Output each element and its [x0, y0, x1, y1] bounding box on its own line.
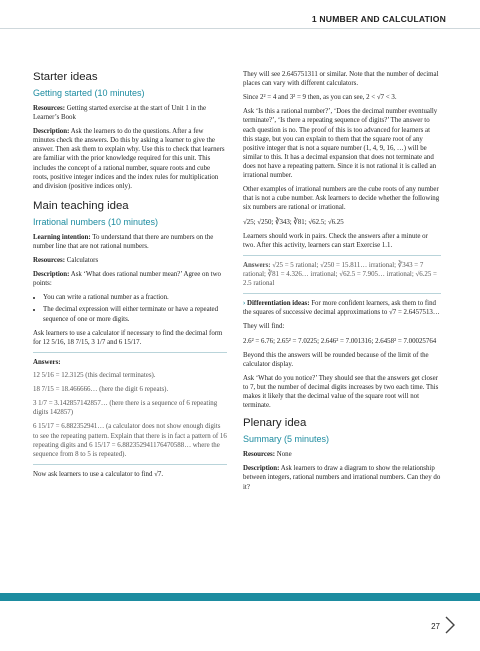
right-answers: [243, 261, 441, 288]
main-subtitle: Irrational numbers (10 minutes): [33, 216, 159, 227]
squares-text: 2.6² = 6.76; 2.65² = 7.0225; 2.646² = 7.001316; 2.6458² = 7.00025764: [243, 337, 437, 345]
plenary-title: Plenary idea: [243, 417, 307, 430]
answer-item: 18 7/15 = 18.466666… (here the digit 6 repeats).: [33, 386, 169, 394]
starter-subtitle: Getting started (10 minutes): [33, 88, 145, 99]
intention-label: Learning intention:: [33, 233, 91, 241]
plenary-description-label: Description:: [243, 465, 280, 473]
question-text: Ask ‘Is this a rational number?’, ‘Does the decimal number eventually terminate?’, ‘Is there a repeating sequence of digits?’ The answer to each question is no. The proof of this is too advanced for learners at this stage, but you can explain to them that the square root of any positive integer that is not a square number (1, 4, 9, 16, …) will be similar to this. It has a decimal expansion that does not terminate and does not have a repeating pattern. Since it is not rational it is called an irrational number.: [243, 108, 438, 180]
resources-text: Getting started exercise at the start of Unit 1 in the Learner’s Book: [33, 104, 207, 122]
main-title: Main teaching idea: [33, 199, 129, 212]
answer-item: 3 1/7 = 3.142857142857… (here there is a sequence of 6 repeating digits 142857): [33, 400, 218, 417]
beyond-text: Beyond this the answers will be rounded because of the limit of the calculator display.: [243, 351, 429, 368]
plenary-resources: [243, 450, 441, 459]
divider: [33, 464, 227, 465]
main-description-text: Ask ‘What does rational number mean?’ Agree on two points:: [33, 271, 221, 288]
ask-text: Ask learners to use a calculator if necessary to find the decimal form for 12 5/16, 18 7/15, 3 1/7 and 6 15/17.: [33, 329, 223, 346]
list-item: • The decimal expression will either terminate or have a repeated sequence of one or more digits.: [43, 305, 227, 323]
resources-label: Resources:: [33, 104, 66, 112]
plenary-subtitle: Summary (5 minutes): [243, 434, 330, 445]
plenary-resources-text: None: [276, 451, 292, 459]
divider: [243, 255, 441, 256]
differentiation-label: Differentiation ideas:: [247, 300, 310, 308]
intention-text: To understand that there are numbers on the number line that are not rational numbers.: [33, 233, 214, 250]
pairs-text: Learners should work in pairs. Check the answers after a minute or two. After this activity, learners can start Exercise 1.1.: [243, 232, 428, 249]
divider: [243, 293, 441, 294]
description-label: Description:: [33, 128, 70, 136]
notice-text: Ask ‘What do you notice?’ They should see that the answers get closer to 7, but the number of decimal digits increases by two each time. This makes it likely that the decimal value of the square root will not terminate.: [243, 374, 439, 410]
examples-text: √25; √250; ∛343; ∛81; √62.5; √6.25: [243, 218, 344, 226]
main-resources: [33, 256, 227, 265]
since-text: Since 2² = 4 and 3² = 9 then, as you can see, 2 < √7 < 3.: [243, 94, 397, 102]
answers-text: √25 = 5 rational; √250 = 15.811… irrational; ∛343 = 7 rational; ∛81 = 4.326… irrational; √62.5 = 7.905… irrational; √6.25 = 2.5 rational: [243, 261, 437, 288]
find-text: They will find:: [243, 323, 285, 331]
main-resources-label: Resources:: [33, 257, 66, 265]
starter-title: Starter ideas: [33, 71, 98, 83]
plenary-resources-label: Resources:: [243, 451, 276, 459]
main-description: [33, 270, 227, 288]
right-column: [243, 70, 441, 497]
differentiation-ideas: [243, 299, 441, 317]
footer-bar: [0, 593, 480, 601]
intro-text: They will see 2.645751311 or similar. Note that the number of decimal places can vary with different calculators.: [243, 71, 439, 88]
list-item: • You can write a rational number as a fraction.: [43, 293, 227, 302]
other-examples-text: Other examples of irrational numbers are the cube roots of any number that is not a cube number. Ask learners to decide whether the following six numbers are rational or irrational.: [243, 186, 440, 212]
answers-label: Answers:: [33, 358, 61, 366]
final-text: Now ask learners to use a calculator to find √7.: [33, 470, 164, 478]
learning-intention: [33, 233, 227, 251]
main-description-label: Description:: [33, 271, 70, 279]
main-resources-text: Calculators: [66, 257, 99, 265]
chevron-right-icon[interactable]: [444, 616, 456, 634]
differentiation-text: For more confident learners, ask them to find the squares of successive decimal approximations to √7 = 2.6457513…: [243, 300, 440, 317]
answers-label: Answers:: [243, 261, 271, 269]
header-rule: [0, 28, 480, 29]
starter-description: [33, 127, 227, 191]
chevron-right-icon: ›: [243, 300, 246, 308]
page-number: 27: [431, 622, 440, 631]
answer-item: 6 15/17 = 6.882352941… (a calculator does not show enough digits to see the repeating pattern. Explain that there is in fact a pattern of 16 repeating digits and 6 15/17 = 6.882352941176470588… where the sequence from 8 to 5 is repeated).: [33, 423, 227, 458]
left-column: [33, 70, 227, 484]
divider: [33, 352, 227, 353]
description-text: Ask the learners to do the questions. After a few minutes check the answers. Do this by asking a learner to give the answer. Then ask them to explain why. Use this to check that learners are familiar with the prior knowledge required for this unit. This includes the concept of a rational number, square roots and cube roots, positive integer indices and the index rules for multiplication and division (positive indices only).: [33, 128, 225, 190]
rational-points-list: [33, 293, 227, 323]
answer-item: 12 5/16 = 12.3125 (this decimal terminates).: [33, 372, 156, 380]
starter-resources: [33, 104, 227, 122]
plenary-description-text: Ask learners to draw a diagram to show the relationship between integers, rational numbers and irrational numbers. Can they do it?: [243, 465, 441, 491]
chapter-header: 1 NUMBER AND CALCULATION: [311, 14, 446, 24]
plenary-description: [243, 464, 441, 491]
